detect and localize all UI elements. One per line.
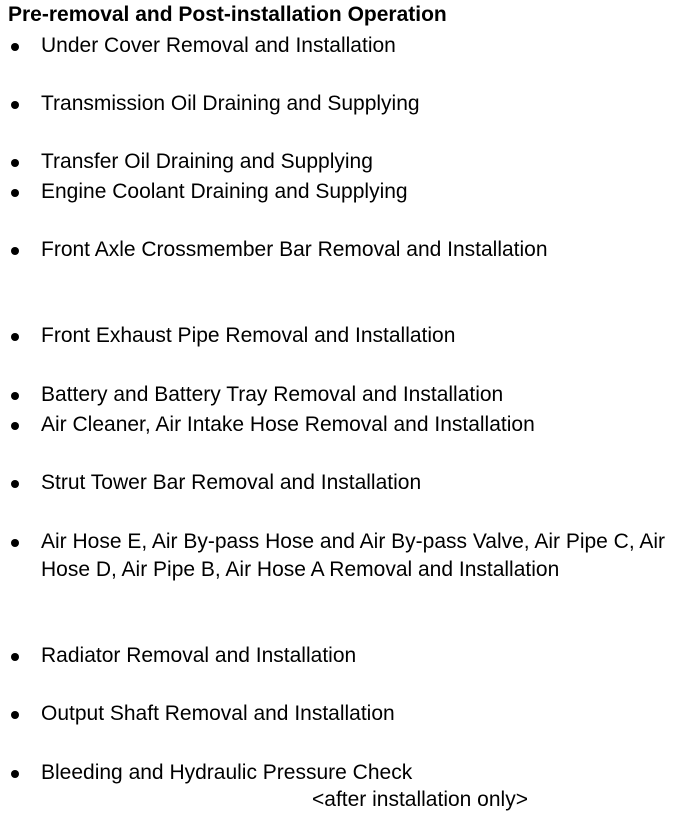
page-title: Pre-removal and Post-installation Operation <box>8 3 447 26</box>
list-item-text: Strut Tower Bar Removal and Installation <box>41 471 422 494</box>
bullet-icon <box>11 189 19 197</box>
bullet-icon <box>11 480 19 488</box>
bullet-icon <box>11 653 19 661</box>
list-item-text: Output Shaft Removal and Installation <box>41 702 395 725</box>
list-item-text: Transmission Oil Draining and Supplying <box>41 92 420 115</box>
list-item-text: Air Cleaner, Air Intake Hose Removal and Installation <box>41 413 535 436</box>
bullet-icon <box>11 159 19 167</box>
list-item-text: Transfer Oil Draining and Supplying <box>41 150 373 173</box>
bullet-icon <box>11 422 19 430</box>
list-item-text: Air Hose E, Air By-pass Hose and Air By-pass Valve, Air Pipe C, Air Hose D, Air Pipe B, Air Hose A Removal and Installation <box>41 530 666 581</box>
bullet-icon <box>11 770 19 778</box>
list-item-text: Under Cover Removal and Installation <box>41 34 396 57</box>
list-item-text: Front Exhaust Pipe Removal and Installation <box>41 324 456 347</box>
bullet-icon <box>11 539 19 547</box>
list-item-text: Engine Coolant Draining and Supplying <box>41 180 408 203</box>
bullet-icon <box>11 711 19 719</box>
bullet-icon <box>11 43 19 51</box>
list-item-text: Front Axle Crossmember Bar Removal and Installation <box>41 238 548 261</box>
bullet-icon <box>11 333 19 341</box>
list-item-text: Bleeding and Hydraulic Pressure Check <box>41 761 413 784</box>
list-item-text: Radiator Removal and Installation <box>41 644 357 667</box>
list-item-text: Battery and Battery Tray Removal and Installation <box>41 383 504 406</box>
bullet-icon <box>11 392 19 400</box>
bullet-icon <box>11 101 19 109</box>
after-installation-note: <after installation only> <box>312 788 528 811</box>
bullet-icon <box>11 247 19 255</box>
